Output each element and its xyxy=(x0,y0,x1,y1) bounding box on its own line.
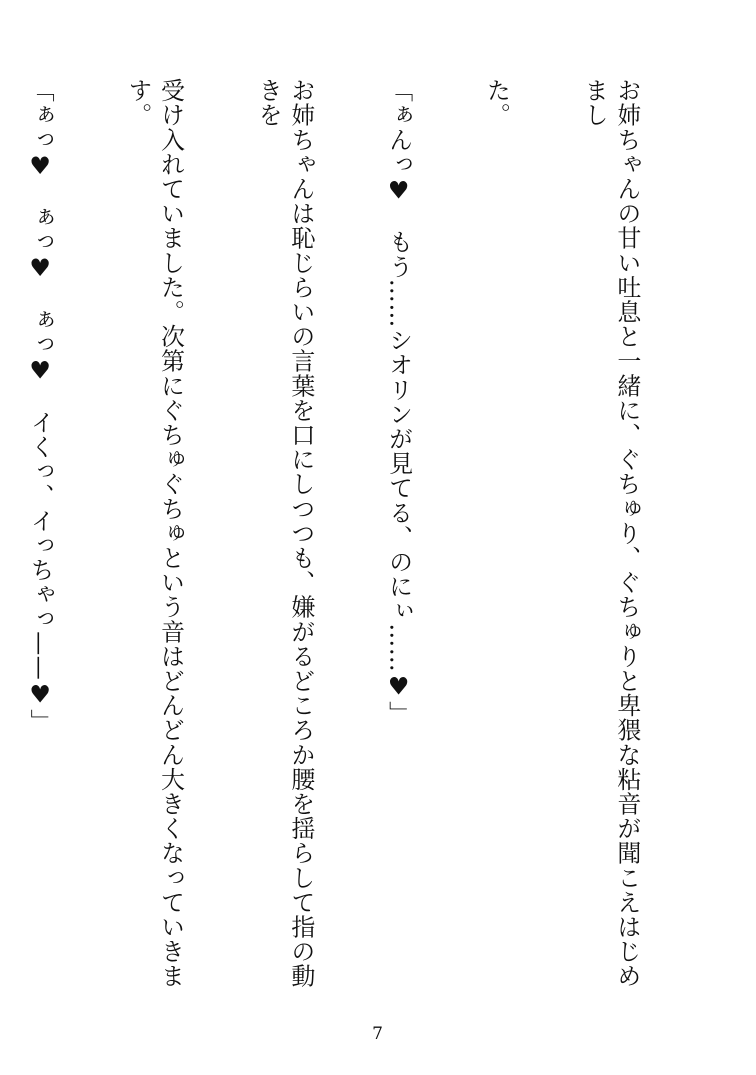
body-text xyxy=(0,78,708,1008)
page-number: 7 xyxy=(372,1024,384,1044)
text-line: 受け入れていました。次第にぐちゅぐちゅという音はどんどん大きくなっていきます。 xyxy=(123,78,185,989)
text-line: 「ぁんっ♥ もう……シオリンが見てる、のにぃ……♥」 xyxy=(384,78,413,726)
text-line: お姉ちゃんの甘い吐息と一緒に、ぐちゅり、ぐちゅりと卑猥な粘音が聞こえはじめまし xyxy=(580,78,641,989)
text-line: た。 xyxy=(482,78,511,128)
text-line: 「ぁっ♥ ぁっ♥ ぁっ♥ イくっ、イっちゃっ——♥」 xyxy=(26,78,55,734)
text-line: お姉ちゃんは恥じらいの言葉を口にしつつも、嫌がるどころか腰を揺らして指の動きを xyxy=(254,78,315,989)
